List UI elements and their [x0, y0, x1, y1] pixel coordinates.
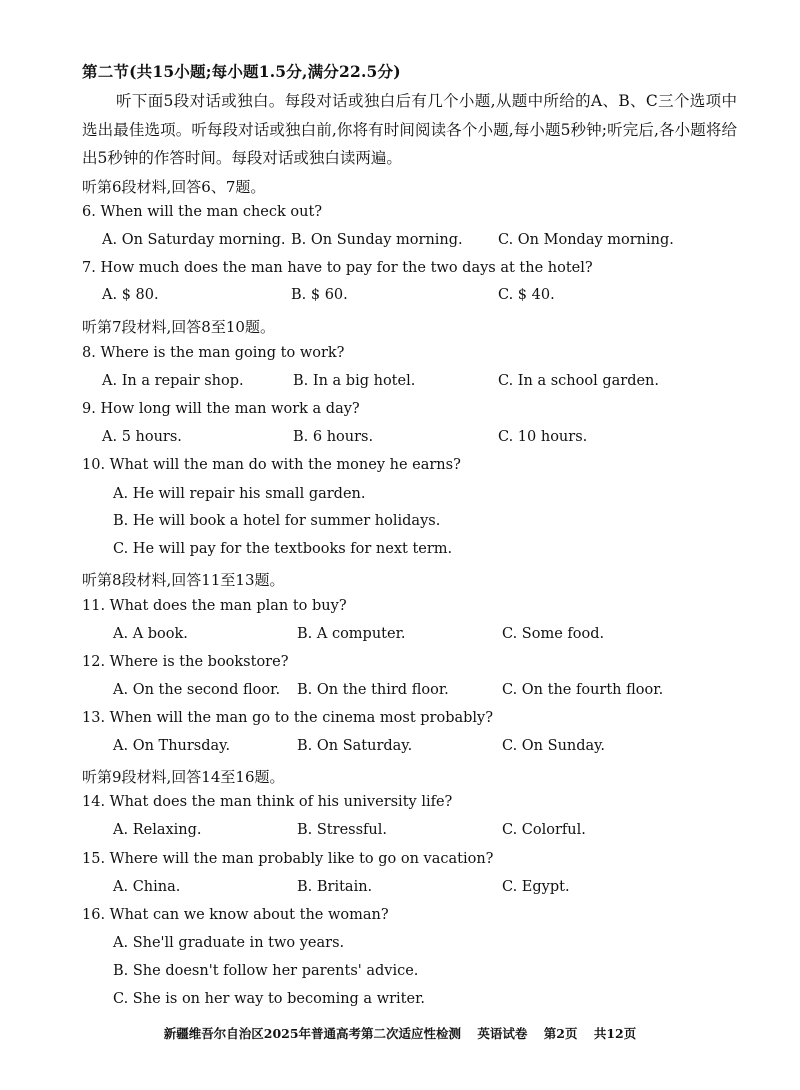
section-instruction: 听下面5段对话或独白。每段对话或独白后有几个小题,从题中所给的A、B、C三个选项中选出最佳选项。听每段对话或独白前,你将有时间阅读各个小题,每小题5秒钟;听完后,各小题将给出5秒钟的作答时间。每段对话或独白读两遍。: [82, 92, 737, 167]
question-stem: 9. How long will the man work a day?: [82, 401, 360, 417]
option-b: B. $ 60.: [291, 287, 348, 303]
option-c: C. Some food.: [502, 626, 605, 642]
option-c: C. On Sunday.: [502, 738, 606, 754]
option-c: C. In a school garden.: [498, 373, 660, 389]
footer-subject: 英语试卷: [477, 1026, 528, 1041]
option-a: A. Relaxing.: [113, 822, 202, 838]
option-a: A. $ 80.: [102, 287, 159, 303]
question-stem: 15. Where will the man probably like to go on vacation?: [82, 851, 494, 867]
question-stem: 8. Where is the man going to work?: [82, 345, 345, 361]
question-stem: 13. When will the man go to the cinema most probably?: [82, 710, 494, 726]
question-stem: 16. What can we know about the woman?: [82, 907, 389, 923]
option-c: C. On Monday morning.: [498, 232, 674, 248]
question-stem: 10. What will the man do with the money he earns?: [82, 457, 461, 473]
option-c: C. $ 40.: [498, 287, 555, 303]
option-a: A. In a repair shop.: [102, 373, 244, 389]
option-b: B. She doesn't follow her parents' advice.: [113, 963, 419, 979]
option-a: A. 5 hours.: [102, 429, 182, 445]
option-b: B. On the third floor.: [297, 682, 449, 698]
option-c: C. Colorful.: [502, 822, 586, 838]
page-footer: [0, 1024, 800, 1042]
option-c: C. Egypt.: [502, 879, 570, 895]
question-stem: 6. When will the man check out?: [82, 204, 323, 220]
option-c: C. 10 hours.: [498, 429, 588, 445]
footer-page-number: 第2页: [543, 1026, 578, 1041]
option-c: C. She is on her way to becoming a writer.: [113, 991, 426, 1007]
option-b: B. He will book a hotel for summer holidays.: [113, 513, 441, 529]
option-b: B. Stressful.: [297, 822, 387, 838]
option-c: C. On the fourth floor.: [502, 682, 664, 698]
material-heading: 听第7段材料,回答8至10题。: [82, 318, 275, 336]
material-heading: 听第9段材料,回答14至16题。: [82, 768, 285, 786]
option-b: B. In a big hotel.: [293, 373, 416, 389]
option-a: A. China.: [113, 879, 181, 895]
option-b: B. A computer.: [297, 626, 406, 642]
material-heading: 听第8段材料,回答11至13题。: [82, 571, 285, 589]
option-a: A. He will repair his small garden.: [113, 486, 366, 502]
option-b: B. 6 hours.: [293, 429, 374, 445]
option-a: A. On Saturday morning.: [102, 232, 286, 248]
footer-total-pages: 共12页: [593, 1026, 637, 1041]
question-stem: 7. How much does the man have to pay for the two days at the hotel?: [82, 260, 593, 276]
option-c: C. He will pay for the textbooks for next term.: [113, 541, 453, 557]
option-b: B. On Saturday.: [297, 738, 413, 754]
option-a: A. A book.: [113, 626, 188, 642]
option-a: A. On the second floor.: [113, 682, 281, 698]
question-stem: 14. What does the man think of his university life?: [82, 794, 453, 810]
question-stem: 12. Where is the bookstore?: [82, 654, 289, 670]
section-title: 第二节(共15小题;每小题1.5分,满分22.5分): [82, 62, 401, 81]
footer-exam-title: 新疆维吾尔自治区2025年普通高考第二次适应性检测: [163, 1026, 462, 1041]
option-b: B. On Sunday morning.: [291, 232, 463, 248]
option-a: A. She'll graduate in two years.: [113, 935, 345, 951]
option-b: B. Britain.: [297, 879, 373, 895]
question-stem: 11. What does the man plan to buy?: [82, 598, 347, 614]
material-heading: 听第6段材料,回答6、7题。: [82, 178, 266, 196]
option-a: A. On Thursday.: [113, 738, 231, 754]
